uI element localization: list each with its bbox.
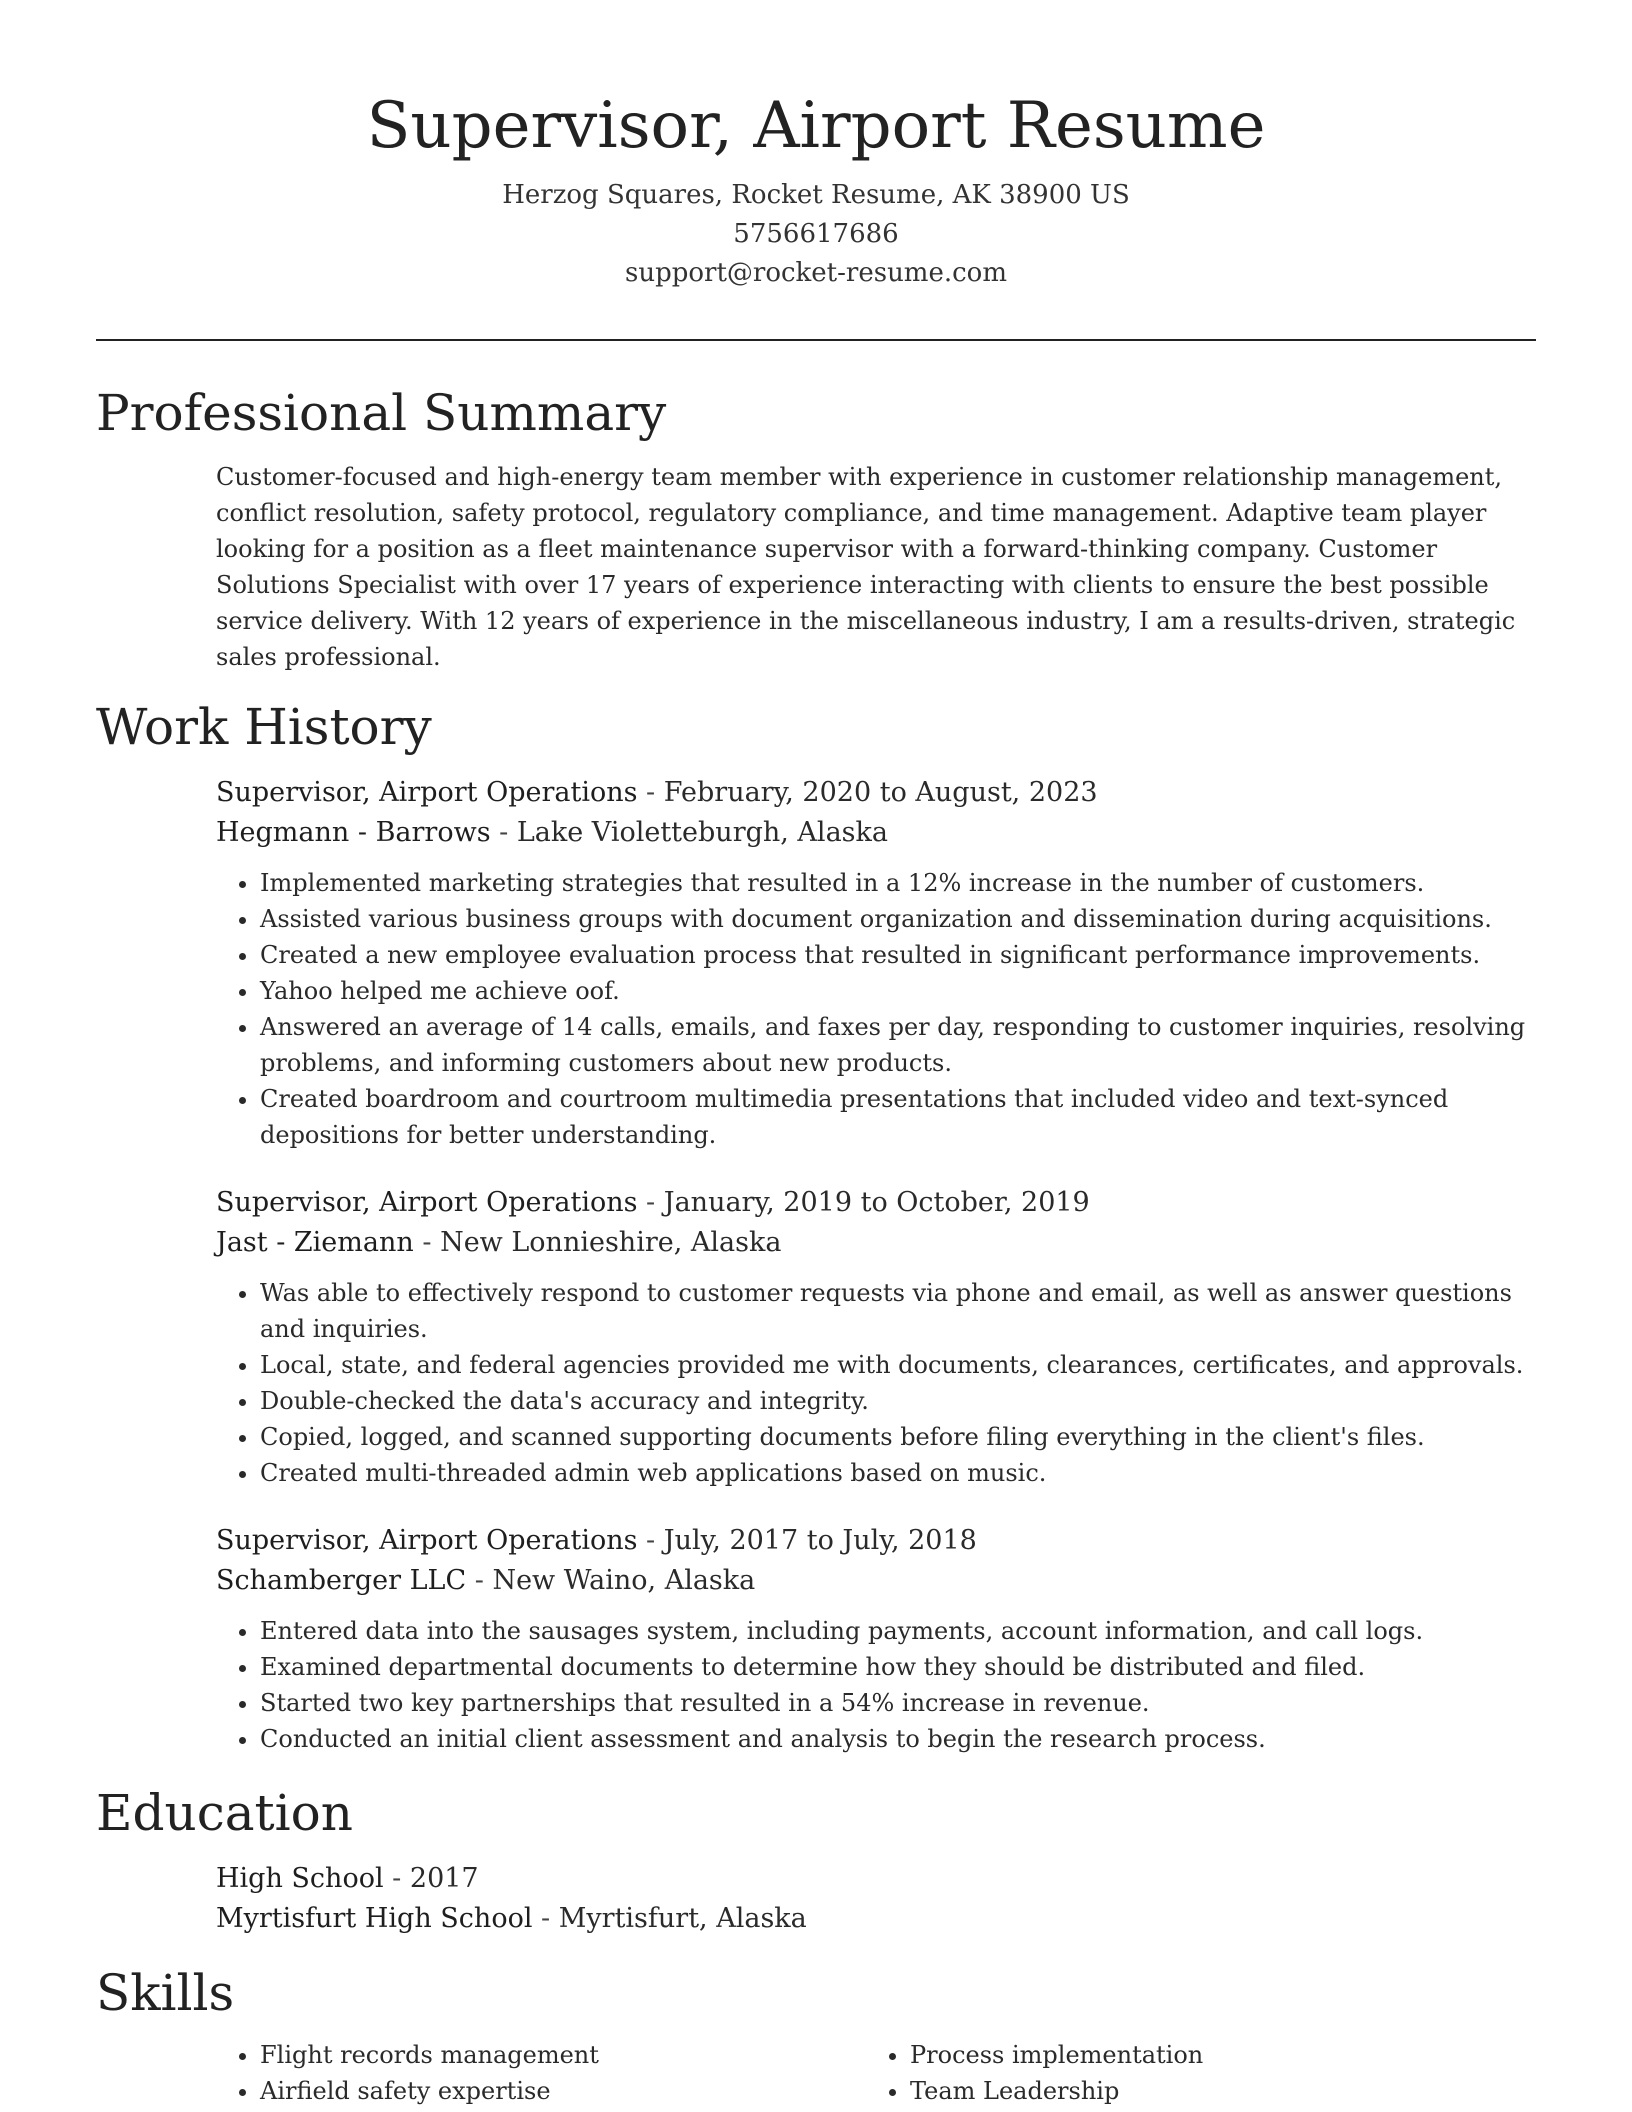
contact-phone: 5756617686 — [733, 219, 899, 249]
job-title-line — [216, 1521, 1536, 1561]
summary-text: Customer-focused and high-energy team member with experience in customer relationship management, conflict resolution, safety protocol, regulatory compliance, and time management. Adaptive team player looking for a position as a fleet maintenance supervisor with a forward-thinking company. Customer Solutions Specialist with over 17 years of experience interacting with clients to ensure the best possible service delivery. With 12 years of experience in the miscellaneous industry, I am a results-driven, strategic sales professional. — [216, 463, 1516, 671]
job-bullet: • Conducted an initial client assessment and analysis to begin the research process. — [260, 1721, 1536, 1757]
separator: - — [532, 1903, 559, 1934]
skill-item: • Flight records management — [260, 2037, 866, 2073]
job-dates: February, 2020 to August, 2023 — [663, 777, 1098, 808]
job-company: Schamberger LLC — [216, 1565, 467, 1596]
education-school-line — [216, 1899, 1536, 1939]
separator: - — [466, 1565, 493, 1596]
separator: - — [383, 1863, 410, 1894]
job-company-line — [216, 1223, 1536, 1263]
education-year: 2017 — [409, 1863, 479, 1894]
contact-email: support@rocket-resume.com — [624, 258, 1007, 288]
job-position: Supervisor, Airport Operations — [216, 1187, 638, 1218]
job-bullet: • Double-checked the data's accuracy and integrity. — [260, 1383, 1536, 1419]
job-bullet: • Started two key partnerships that resulted in a 54% increase in revenue. — [260, 1685, 1536, 1721]
job-bullets — [216, 1613, 1536, 1757]
job-company: Hegmann - Barrows — [216, 817, 491, 848]
separator: - — [490, 817, 517, 848]
job-entry — [216, 773, 1536, 1153]
resume-title: Supervisor, Airport Resume — [366, 89, 1266, 163]
job-bullet: • Entered data into the sausages system, including payments, account information, and call logs. — [260, 1613, 1536, 1649]
job-position: Supervisor, Airport Operations — [216, 1525, 638, 1556]
job-location: Lake Violetteburgh, Alaska — [516, 817, 888, 848]
work-history-section — [96, 695, 1536, 1757]
resume-page — [96, 0, 1536, 2109]
job-position: Supervisor, Airport Operations — [216, 777, 638, 808]
contact-info — [96, 176, 1536, 293]
job-dates: January, 2019 to October, 2019 — [663, 1187, 1090, 1218]
summary-heading: Professional Summary — [96, 384, 667, 442]
resume-header — [96, 0, 1536, 293]
skill-item: • Airfield safety expertise — [260, 2073, 866, 2109]
job-bullet: • Created boardroom and courtroom multimedia presentations that included video and text-synced depositions for better understanding. — [260, 1081, 1536, 1153]
job-bullets — [216, 865, 1536, 1153]
job-company: Jast - Ziemann — [216, 1227, 414, 1258]
summary-section — [96, 381, 1536, 675]
contact-address: Herzog Squares, Rocket Resume, AK 38900 US — [502, 180, 1130, 210]
education-degree-line — [216, 1859, 1536, 1899]
skills-section — [96, 1961, 1536, 2109]
separator: - — [637, 1525, 664, 1556]
job-bullet: • Was able to effectively respond to customer requests via phone and email, as well as answer questions and inquiries. — [260, 1275, 1536, 1347]
skill-item: • Team Leadership — [910, 2073, 1516, 2109]
skill-item: • Process implementation — [910, 2037, 1516, 2073]
skills-list — [216, 2037, 866, 2109]
education-section — [96, 1781, 1536, 1939]
education-heading: Education — [96, 1784, 353, 1842]
job-bullets — [216, 1275, 1536, 1491]
job-bullet: • Examined departmental documents to determine how they should be distributed and filed. — [260, 1649, 1536, 1685]
separator: - — [637, 1187, 664, 1218]
skills-columns — [216, 2025, 1536, 2109]
separator: - — [637, 777, 664, 808]
skills-list — [866, 2037, 1516, 2109]
job-entry — [216, 1521, 1536, 1757]
skills-column-left — [216, 2025, 866, 2109]
education-school: Myrtisfurt High School — [216, 1903, 533, 1934]
work-history-heading: Work History — [96, 698, 432, 756]
education-location: Myrtisfurt, Alaska — [558, 1903, 807, 1934]
job-title-line — [216, 773, 1536, 813]
job-bullet: • Created a new employee evaluation process that resulted in significant performance improvements. — [260, 937, 1536, 973]
job-company-line — [216, 1561, 1536, 1601]
job-company-line — [216, 813, 1536, 853]
skills-column-right — [866, 2025, 1516, 2109]
job-entry — [216, 1183, 1536, 1491]
education-entry — [216, 1859, 1536, 1939]
job-location: New Waino, Alaska — [492, 1565, 756, 1596]
separator: - — [413, 1227, 441, 1258]
header-divider — [96, 339, 1536, 341]
education-degree: High School — [216, 1863, 384, 1894]
job-bullet: • Yahoo helped me achieve oof. — [260, 973, 1536, 1009]
job-bullet: • Answered an average of 14 calls, emails, and faxes per day, responding to customer inquiries, resolving problems, and informing customers about new products. — [260, 1009, 1536, 1081]
job-bullet: • Assisted various business groups with document organization and dissemination during acquisitions. — [260, 901, 1536, 937]
job-bullet: • Implemented marketing strategies that resulted in a 12% increase in the number of customers. — [260, 865, 1536, 901]
job-location: New Lonnieshire, Alaska — [440, 1227, 782, 1258]
job-bullet: • Copied, logged, and scanned supporting documents before filing everything in the client's files. — [260, 1419, 1536, 1455]
job-bullet: • Local, state, and federal agencies provided me with documents, clearances, certificates, and approvals. — [260, 1347, 1536, 1383]
job-title-line — [216, 1183, 1536, 1223]
job-bullet: • Created multi-threaded admin web applications based on music. — [260, 1455, 1536, 1491]
skills-heading: Skills — [96, 1964, 235, 2022]
job-dates: July, 2017 to July, 2018 — [663, 1525, 977, 1556]
